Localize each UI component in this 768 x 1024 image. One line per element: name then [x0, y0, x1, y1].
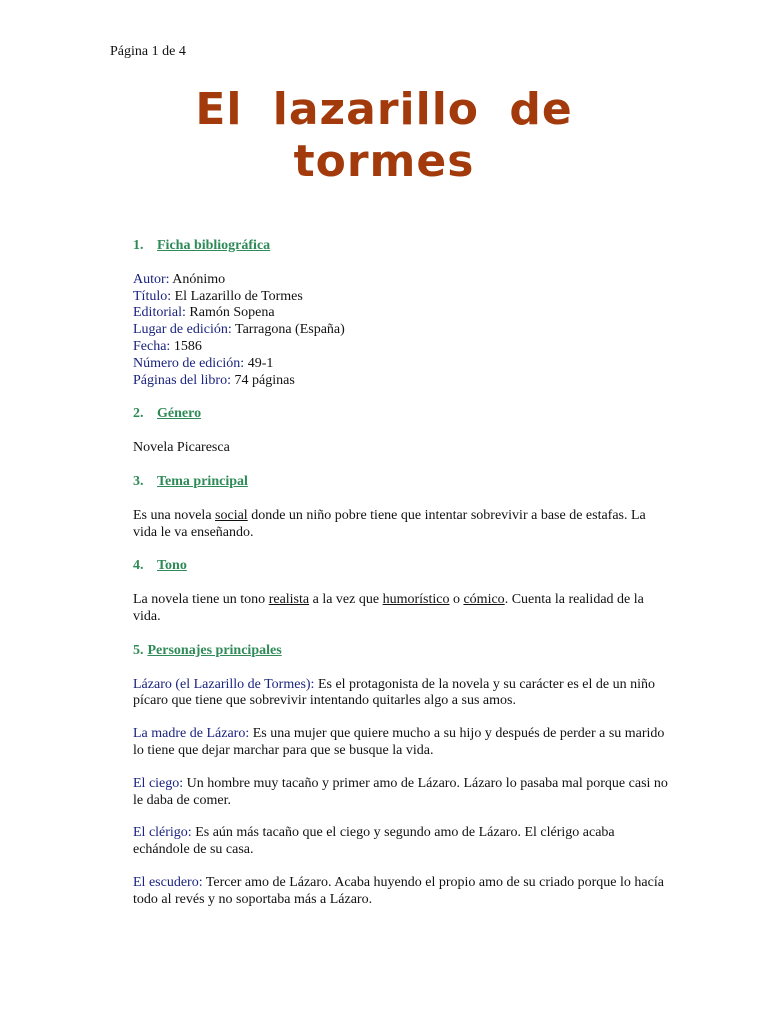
character-name: Lázaro (el Lazarillo de Tormes): — [133, 676, 315, 692]
section-link-ficha[interactable]: Ficha bibliográfica — [157, 238, 271, 253]
section-link-tono[interactable]: Tono — [157, 558, 187, 574]
ficha-fields — [133, 272, 673, 390]
character-description: Es una mujer que quiere mucho a su hijo y después de perder a su marido lo tiene que dejar marchar para que se busque la vida. — [133, 726, 665, 758]
field-row — [133, 339, 673, 356]
character-entry — [133, 825, 673, 859]
tono-text-part: o — [449, 592, 464, 608]
character-description: Es aún más tacaño que el ciego y segundo amo de Lázaro. El clérigo acaba echándole de su casa. — [133, 825, 615, 858]
tema-text-part: Es una novela — [133, 507, 216, 523]
field-value: El Lazarillo de Tormes — [171, 288, 303, 304]
tono-keyword-realista: realista — [268, 592, 310, 608]
section-heading-genero — [133, 406, 673, 423]
section-number: 3. — [133, 473, 144, 489]
section-heading-ficha — [133, 238, 673, 255]
field-row — [133, 322, 673, 339]
field-row — [133, 373, 673, 390]
field-row — [133, 356, 673, 373]
tono-keyword-humoristico: humorístico — [382, 592, 450, 608]
section-heading-tema — [133, 474, 673, 491]
field-value: 49-1 — [244, 355, 274, 371]
character-entry — [133, 776, 673, 810]
tono-text-part: . Cuenta la realidad de la vida. — [133, 592, 644, 624]
field-label: Páginas del libro: — [133, 372, 231, 388]
field-value: 74 páginas — [231, 372, 295, 388]
genero-text: Novela Picaresca — [133, 440, 230, 456]
tema-text-part: donde un niño pobre tiene que intentar sobrevivir a base de estafas. La vida le va enseñando. — [133, 507, 646, 540]
section-number: 5. — [133, 642, 144, 658]
character-description: Es el protagonista de la novela y su carácter es el de un niño pícaro que tiene que sobrevivir intentando quitarles algo a sus amos. — [133, 676, 655, 709]
field-value: 1586 — [170, 338, 202, 354]
tono-text-part: a la vez que — [309, 592, 383, 608]
character-description: Tercer amo de Lázaro. Acaba huyendo el propio amo de su criado porque lo hacía todo al revés y no soportaba más a Lázaro. — [133, 874, 664, 907]
character-entry — [133, 677, 673, 711]
section-heading-personajes — [133, 643, 673, 660]
title-line-1: El lazarillo de — [195, 84, 573, 135]
field-row — [133, 272, 673, 289]
document-title — [0, 84, 768, 188]
field-label: Fecha: — [133, 338, 171, 354]
section-number: 1. — [133, 238, 144, 253]
character-description: Un hombre muy tacaño y primer amo de Lázaro. Lázaro lo pasaba mal porque casi no le daba de comer. — [133, 775, 668, 808]
document-body — [133, 238, 673, 909]
field-label: Título: — [133, 288, 172, 304]
field-row — [133, 305, 673, 322]
tema-text — [133, 508, 673, 542]
tono-keyword-comico: cómico — [463, 592, 505, 608]
tono-text — [133, 592, 673, 626]
field-value: Ramón Sopena — [185, 305, 275, 321]
section-link-tema[interactable]: Tema principal — [157, 473, 248, 489]
field-value: Tarragona (España) — [231, 322, 345, 338]
title-line-2: tormes — [293, 136, 475, 187]
tono-text-part: La novela tiene un tono — [133, 592, 269, 608]
section-link-personajes[interactable]: Personajes principales — [147, 642, 282, 658]
page-number-header: Página 1 de 4 — [110, 44, 186, 59]
field-label: Editorial: — [133, 305, 186, 321]
section-link-genero[interactable]: Género — [157, 406, 202, 422]
field-label: Autor: — [133, 271, 170, 287]
character-name: El clérigo: — [133, 825, 192, 841]
character-entry — [133, 875, 673, 909]
section-heading-tono — [133, 558, 673, 575]
character-entry — [133, 726, 673, 760]
character-name: La madre de Lázaro: — [133, 726, 250, 742]
character-name: El escudero: — [133, 874, 203, 890]
field-row — [133, 289, 673, 306]
section-number: 2. — [133, 406, 144, 422]
section-number: 4. — [133, 558, 144, 574]
field-value: Anónimo — [169, 271, 226, 287]
field-label: Lugar de edición: — [133, 322, 232, 338]
character-name: El ciego: — [133, 775, 184, 791]
tema-keyword-social: social — [215, 507, 248, 523]
field-label: Número de edición: — [133, 355, 245, 371]
